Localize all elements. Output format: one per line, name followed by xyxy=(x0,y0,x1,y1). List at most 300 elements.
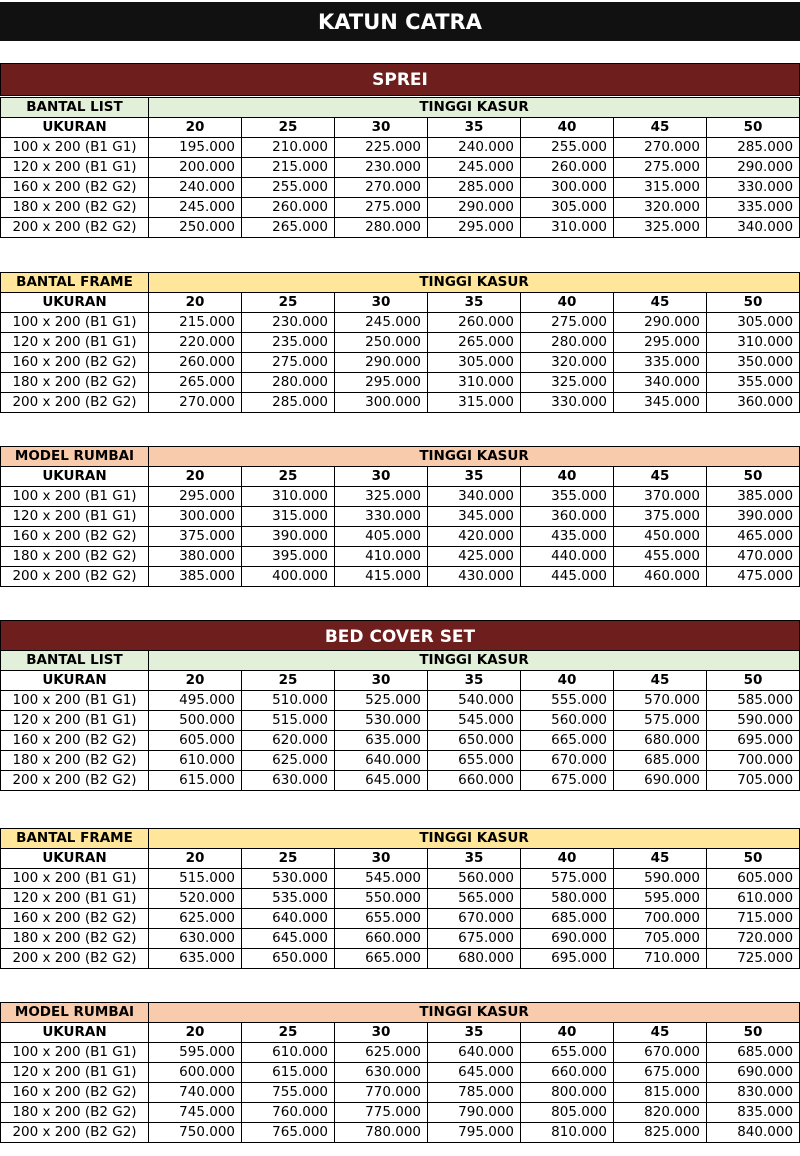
price-cell: 670.000 xyxy=(614,1043,707,1063)
model-label: BANTAL LIST xyxy=(1,98,149,118)
price-cell: 685.000 xyxy=(614,751,707,771)
table-header-row xyxy=(1,98,800,118)
price-cell: 465.000 xyxy=(707,527,800,547)
height-column-header: 30 xyxy=(335,293,428,313)
price-cell: 350.000 xyxy=(707,353,800,373)
height-column-header: 20 xyxy=(149,118,242,138)
price-cell: 800.000 xyxy=(521,1083,614,1103)
price-cell: 415.000 xyxy=(335,567,428,587)
price-cell: 265.000 xyxy=(428,333,521,353)
price-cell: 270.000 xyxy=(335,178,428,198)
price-cell: 755.000 xyxy=(242,1083,335,1103)
price-cell: 275.000 xyxy=(242,353,335,373)
size-column-header: UKURAN xyxy=(1,293,149,313)
table-row xyxy=(1,507,800,527)
price-cell: 835.000 xyxy=(707,1103,800,1123)
price-table-model-rumbai xyxy=(0,1002,800,1143)
table-row xyxy=(1,158,800,178)
height-column-header: 25 xyxy=(242,467,335,487)
height-column-header: 25 xyxy=(242,118,335,138)
price-cell: 275.000 xyxy=(521,313,614,333)
price-cell: 570.000 xyxy=(614,691,707,711)
height-column-header: 25 xyxy=(242,671,335,691)
table-row xyxy=(1,691,800,711)
price-cell: 610.000 xyxy=(707,889,800,909)
price-cell: 255.000 xyxy=(521,138,614,158)
price-cell: 575.000 xyxy=(521,869,614,889)
price-cell: 300.000 xyxy=(335,393,428,413)
price-cell: 295.000 xyxy=(149,487,242,507)
price-cell: 540.000 xyxy=(428,691,521,711)
price-cell: 565.000 xyxy=(428,889,521,909)
price-cell: 495.000 xyxy=(149,691,242,711)
price-cell: 245.000 xyxy=(149,198,242,218)
price-cell: 605.000 xyxy=(149,731,242,751)
size-cell: 200 x 200 (B2 G2) xyxy=(1,567,149,587)
price-cell: 690.000 xyxy=(707,1063,800,1083)
price-cell: 745.000 xyxy=(149,1103,242,1123)
table-row xyxy=(1,547,800,567)
price-cell: 685.000 xyxy=(521,909,614,929)
table-header-row xyxy=(1,651,800,671)
price-cell: 445.000 xyxy=(521,567,614,587)
price-cell: 430.000 xyxy=(428,567,521,587)
height-column-header: 45 xyxy=(614,1023,707,1043)
price-cell: 545.000 xyxy=(428,711,521,731)
price-cell: 625.000 xyxy=(335,1043,428,1063)
price-cell: 620.000 xyxy=(242,731,335,751)
table-row xyxy=(1,929,800,949)
price-cell: 610.000 xyxy=(242,1043,335,1063)
price-cell: 555.000 xyxy=(521,691,614,711)
price-cell: 590.000 xyxy=(707,711,800,731)
price-cell: 805.000 xyxy=(521,1103,614,1123)
size-cell: 180 x 200 (B2 G2) xyxy=(1,198,149,218)
height-column-header: 20 xyxy=(149,467,242,487)
table-header-row xyxy=(1,447,800,467)
price-cell: 280.000 xyxy=(242,373,335,393)
price-cell: 690.000 xyxy=(614,771,707,791)
price-cell: 215.000 xyxy=(149,313,242,333)
price-cell: 820.000 xyxy=(614,1103,707,1123)
price-cell: 705.000 xyxy=(614,929,707,949)
price-table-bantal-list xyxy=(0,97,800,238)
column-header-row xyxy=(1,671,800,691)
height-column-header: 45 xyxy=(614,118,707,138)
price-cell: 785.000 xyxy=(428,1083,521,1103)
height-column-header: 50 xyxy=(707,293,800,313)
price-cell: 255.000 xyxy=(242,178,335,198)
price-cell: 275.000 xyxy=(614,158,707,178)
price-cell: 645.000 xyxy=(242,929,335,949)
price-cell: 280.000 xyxy=(521,333,614,353)
price-cell: 670.000 xyxy=(521,751,614,771)
price-cell: 345.000 xyxy=(614,393,707,413)
table-row xyxy=(1,1063,800,1083)
height-column-header: 35 xyxy=(428,467,521,487)
price-cell: 830.000 xyxy=(707,1083,800,1103)
model-label: BANTAL FRAME xyxy=(1,273,149,293)
price-cell: 315.000 xyxy=(614,178,707,198)
price-cell: 530.000 xyxy=(242,869,335,889)
price-cell: 775.000 xyxy=(335,1103,428,1123)
height-group-label: TINGGI KASUR xyxy=(149,651,800,671)
price-cell: 650.000 xyxy=(242,949,335,969)
table-row xyxy=(1,751,800,771)
price-cell: 440.000 xyxy=(521,547,614,567)
price-cell: 300.000 xyxy=(521,178,614,198)
price-cell: 390.000 xyxy=(707,507,800,527)
price-cell: 695.000 xyxy=(707,731,800,751)
price-cell: 625.000 xyxy=(242,751,335,771)
price-cell: 310.000 xyxy=(242,487,335,507)
price-cell: 450.000 xyxy=(614,527,707,547)
table-row xyxy=(1,1123,800,1143)
price-cell: 675.000 xyxy=(428,929,521,949)
size-cell: 100 x 200 (B1 G1) xyxy=(1,869,149,889)
table-row xyxy=(1,313,800,333)
height-column-header: 40 xyxy=(521,1023,614,1043)
size-column-header: UKURAN xyxy=(1,1023,149,1043)
price-cell: 225.000 xyxy=(335,138,428,158)
price-cell: 315.000 xyxy=(242,507,335,527)
height-column-header: 40 xyxy=(521,671,614,691)
price-cell: 840.000 xyxy=(707,1123,800,1143)
price-cell: 435.000 xyxy=(521,527,614,547)
price-table-model-rumbai xyxy=(0,446,800,587)
price-table-bantal-list xyxy=(0,650,800,791)
table-row xyxy=(1,178,800,198)
price-cell: 375.000 xyxy=(149,527,242,547)
height-column-header: 20 xyxy=(149,849,242,869)
price-cell: 235.000 xyxy=(242,333,335,353)
table-row xyxy=(1,198,800,218)
price-cell: 790.000 xyxy=(428,1103,521,1123)
size-cell: 100 x 200 (B1 G1) xyxy=(1,313,149,333)
table-row xyxy=(1,567,800,587)
table-row xyxy=(1,711,800,731)
table-header-row xyxy=(1,273,800,293)
price-cell: 425.000 xyxy=(428,547,521,567)
price-cell: 290.000 xyxy=(707,158,800,178)
price-cell: 260.000 xyxy=(149,353,242,373)
price-cell: 590.000 xyxy=(614,869,707,889)
price-cell: 230.000 xyxy=(335,158,428,178)
height-column-header: 40 xyxy=(521,118,614,138)
price-cell: 460.000 xyxy=(614,567,707,587)
height-column-header: 30 xyxy=(335,467,428,487)
price-cell: 305.000 xyxy=(521,198,614,218)
price-cell: 650.000 xyxy=(428,731,521,751)
price-cell: 695.000 xyxy=(521,949,614,969)
price-cell: 690.000 xyxy=(521,929,614,949)
table-row xyxy=(1,869,800,889)
table-row xyxy=(1,218,800,238)
height-group-label: TINGGI KASUR xyxy=(149,829,800,849)
price-cell: 680.000 xyxy=(614,731,707,751)
price-cell: 375.000 xyxy=(614,507,707,527)
price-cell: 750.000 xyxy=(149,1123,242,1143)
price-cell: 420.000 xyxy=(428,527,521,547)
price-cell: 615.000 xyxy=(149,771,242,791)
price-cell: 780.000 xyxy=(335,1123,428,1143)
price-cell: 250.000 xyxy=(149,218,242,238)
price-cell: 670.000 xyxy=(428,909,521,929)
price-cell: 335.000 xyxy=(707,198,800,218)
size-cell: 120 x 200 (B1 G1) xyxy=(1,1063,149,1083)
table-row xyxy=(1,333,800,353)
price-cell: 630.000 xyxy=(149,929,242,949)
table-row xyxy=(1,731,800,751)
price-cell: 605.000 xyxy=(707,869,800,889)
section-header-sprei: SPREI xyxy=(0,63,800,96)
size-cell: 100 x 200 (B1 G1) xyxy=(1,487,149,507)
height-column-header: 50 xyxy=(707,467,800,487)
price-cell: 295.000 xyxy=(335,373,428,393)
price-cell: 575.000 xyxy=(614,711,707,731)
table-row xyxy=(1,1103,800,1123)
price-cell: 340.000 xyxy=(428,487,521,507)
price-cell: 240.000 xyxy=(149,178,242,198)
price-cell: 250.000 xyxy=(335,333,428,353)
price-cell: 355.000 xyxy=(707,373,800,393)
height-column-header: 20 xyxy=(149,293,242,313)
price-cell: 535.000 xyxy=(242,889,335,909)
height-column-header: 45 xyxy=(614,671,707,691)
size-cell: 100 x 200 (B1 G1) xyxy=(1,691,149,711)
height-column-header: 50 xyxy=(707,671,800,691)
price-cell: 545.000 xyxy=(335,869,428,889)
table-header-row xyxy=(1,829,800,849)
price-cell: 700.000 xyxy=(707,751,800,771)
price-cell: 720.000 xyxy=(707,929,800,949)
price-cell: 600.000 xyxy=(149,1063,242,1083)
price-cell: 630.000 xyxy=(242,771,335,791)
price-cell: 385.000 xyxy=(149,567,242,587)
price-cell: 580.000 xyxy=(521,889,614,909)
price-cell: 260.000 xyxy=(428,313,521,333)
price-cell: 300.000 xyxy=(149,507,242,527)
price-cell: 810.000 xyxy=(521,1123,614,1143)
height-group-label: TINGGI KASUR xyxy=(149,447,800,467)
price-cell: 285.000 xyxy=(242,393,335,413)
price-cell: 660.000 xyxy=(521,1063,614,1083)
table-row xyxy=(1,393,800,413)
price-cell: 195.000 xyxy=(149,138,242,158)
column-header-row xyxy=(1,849,800,869)
height-column-header: 45 xyxy=(614,849,707,869)
size-cell: 180 x 200 (B2 G2) xyxy=(1,929,149,949)
height-column-header: 45 xyxy=(614,293,707,313)
price-cell: 305.000 xyxy=(707,313,800,333)
price-cell: 260.000 xyxy=(521,158,614,178)
height-column-header: 40 xyxy=(521,849,614,869)
height-column-header: 35 xyxy=(428,849,521,869)
size-cell: 200 x 200 (B2 G2) xyxy=(1,771,149,791)
price-cell: 705.000 xyxy=(707,771,800,791)
price-cell: 385.000 xyxy=(707,487,800,507)
table-row xyxy=(1,353,800,373)
price-cell: 665.000 xyxy=(521,731,614,751)
price-cell: 400.000 xyxy=(242,567,335,587)
price-cell: 220.000 xyxy=(149,333,242,353)
price-cell: 380.000 xyxy=(149,547,242,567)
size-cell: 120 x 200 (B1 G1) xyxy=(1,507,149,527)
size-column-header: UKURAN xyxy=(1,118,149,138)
price-cell: 640.000 xyxy=(242,909,335,929)
price-cell: 515.000 xyxy=(242,711,335,731)
table-row xyxy=(1,771,800,791)
price-cell: 290.000 xyxy=(428,198,521,218)
table-row xyxy=(1,373,800,393)
page-title: KATUN CATRA xyxy=(0,2,800,41)
height-column-header: 30 xyxy=(335,849,428,869)
size-cell: 180 x 200 (B2 G2) xyxy=(1,1103,149,1123)
model-label: MODEL RUMBAI xyxy=(1,447,149,467)
price-cell: 635.000 xyxy=(335,731,428,751)
table-row xyxy=(1,1043,800,1063)
table-row xyxy=(1,889,800,909)
size-cell: 160 x 200 (B2 G2) xyxy=(1,527,149,547)
price-cell: 325.000 xyxy=(335,487,428,507)
size-cell: 180 x 200 (B2 G2) xyxy=(1,547,149,567)
height-column-header: 45 xyxy=(614,467,707,487)
price-cell: 530.000 xyxy=(335,711,428,731)
price-cell: 760.000 xyxy=(242,1103,335,1123)
column-header-row xyxy=(1,1023,800,1043)
price-cell: 270.000 xyxy=(614,138,707,158)
height-column-header: 30 xyxy=(335,1023,428,1043)
model-label: BANTAL FRAME xyxy=(1,829,149,849)
price-cell: 725.000 xyxy=(707,949,800,969)
price-cell: 215.000 xyxy=(242,158,335,178)
price-cell: 285.000 xyxy=(707,138,800,158)
price-cell: 660.000 xyxy=(335,929,428,949)
price-cell: 405.000 xyxy=(335,527,428,547)
price-cell: 630.000 xyxy=(335,1063,428,1083)
height-column-header: 20 xyxy=(149,1023,242,1043)
height-column-header: 35 xyxy=(428,671,521,691)
size-cell: 160 x 200 (B2 G2) xyxy=(1,178,149,198)
price-cell: 685.000 xyxy=(707,1043,800,1063)
price-cell: 655.000 xyxy=(428,751,521,771)
price-cell: 765.000 xyxy=(242,1123,335,1143)
price-cell: 795.000 xyxy=(428,1123,521,1143)
price-cell: 510.000 xyxy=(242,691,335,711)
price-cell: 640.000 xyxy=(335,751,428,771)
height-column-header: 35 xyxy=(428,1023,521,1043)
price-cell: 770.000 xyxy=(335,1083,428,1103)
price-cell: 335.000 xyxy=(614,353,707,373)
table-row xyxy=(1,909,800,929)
size-cell: 160 x 200 (B2 G2) xyxy=(1,1083,149,1103)
price-cell: 245.000 xyxy=(335,313,428,333)
price-cell: 245.000 xyxy=(428,158,521,178)
price-cell: 520.000 xyxy=(149,889,242,909)
price-cell: 330.000 xyxy=(521,393,614,413)
column-header-row xyxy=(1,118,800,138)
height-column-header: 30 xyxy=(335,118,428,138)
price-cell: 315.000 xyxy=(428,393,521,413)
column-header-row xyxy=(1,467,800,487)
size-cell: 160 x 200 (B2 G2) xyxy=(1,731,149,751)
height-column-header: 50 xyxy=(707,849,800,869)
price-cell: 310.000 xyxy=(521,218,614,238)
size-cell: 200 x 200 (B2 G2) xyxy=(1,393,149,413)
price-cell: 715.000 xyxy=(707,909,800,929)
price-cell: 265.000 xyxy=(242,218,335,238)
price-cell: 345.000 xyxy=(428,507,521,527)
price-cell: 285.000 xyxy=(428,178,521,198)
price-cell: 295.000 xyxy=(614,333,707,353)
price-cell: 200.000 xyxy=(149,158,242,178)
price-cell: 240.000 xyxy=(428,138,521,158)
size-column-header: UKURAN xyxy=(1,467,149,487)
height-column-header: 35 xyxy=(428,293,521,313)
price-cell: 330.000 xyxy=(335,507,428,527)
size-cell: 180 x 200 (B2 G2) xyxy=(1,751,149,771)
price-cell: 455.000 xyxy=(614,547,707,567)
size-column-header: UKURAN xyxy=(1,849,149,869)
price-cell: 275.000 xyxy=(335,198,428,218)
price-cell: 585.000 xyxy=(707,691,800,711)
size-cell: 100 x 200 (B1 G1) xyxy=(1,1043,149,1063)
table-row xyxy=(1,138,800,158)
price-cell: 595.000 xyxy=(149,1043,242,1063)
price-cell: 675.000 xyxy=(521,771,614,791)
price-cell: 560.000 xyxy=(521,711,614,731)
price-cell: 260.000 xyxy=(242,198,335,218)
column-header-row xyxy=(1,293,800,313)
price-cell: 230.000 xyxy=(242,313,335,333)
price-table-bantal-frame xyxy=(0,828,800,969)
price-cell: 660.000 xyxy=(428,771,521,791)
price-cell: 645.000 xyxy=(335,771,428,791)
price-cell: 320.000 xyxy=(521,353,614,373)
price-cell: 815.000 xyxy=(614,1083,707,1103)
size-cell: 200 x 200 (B2 G2) xyxy=(1,1123,149,1143)
price-cell: 680.000 xyxy=(428,949,521,969)
table-row xyxy=(1,1083,800,1103)
price-cell: 825.000 xyxy=(614,1123,707,1143)
price-cell: 325.000 xyxy=(521,373,614,393)
price-cell: 560.000 xyxy=(428,869,521,889)
height-column-header: 30 xyxy=(335,671,428,691)
model-label: MODEL RUMBAI xyxy=(1,1003,149,1023)
price-cell: 655.000 xyxy=(335,909,428,929)
price-cell: 295.000 xyxy=(428,218,521,238)
height-group-label: TINGGI KASUR xyxy=(149,1003,800,1023)
size-cell: 120 x 200 (B1 G1) xyxy=(1,333,149,353)
size-cell: 120 x 200 (B1 G1) xyxy=(1,889,149,909)
price-cell: 740.000 xyxy=(149,1083,242,1103)
price-cell: 360.000 xyxy=(521,507,614,527)
height-group-label: TINGGI KASUR xyxy=(149,98,800,118)
size-cell: 160 x 200 (B2 G2) xyxy=(1,353,149,373)
price-cell: 610.000 xyxy=(149,751,242,771)
price-cell: 360.000 xyxy=(707,393,800,413)
table-row xyxy=(1,527,800,547)
price-cell: 700.000 xyxy=(614,909,707,929)
price-cell: 550.000 xyxy=(335,889,428,909)
price-cell: 290.000 xyxy=(335,353,428,373)
size-cell: 200 x 200 (B2 G2) xyxy=(1,218,149,238)
price-cell: 330.000 xyxy=(707,178,800,198)
price-cell: 655.000 xyxy=(521,1043,614,1063)
price-cell: 355.000 xyxy=(521,487,614,507)
price-cell: 280.000 xyxy=(335,218,428,238)
price-cell: 265.000 xyxy=(149,373,242,393)
